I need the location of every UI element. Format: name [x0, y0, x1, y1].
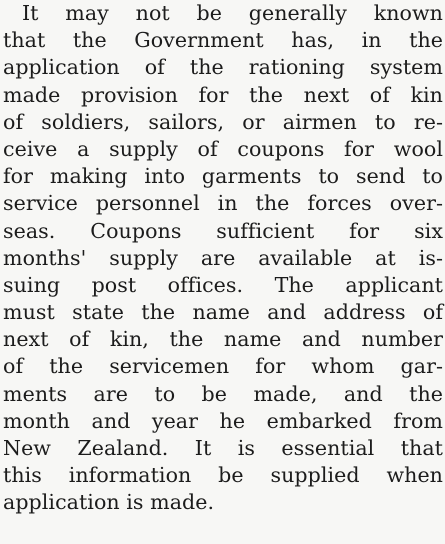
article-body [3, 0, 443, 517]
article-line: this information be supplied when [3, 463, 443, 488]
article-line: ceive a supply of coupons for wool [3, 136, 443, 161]
article-line: application is made. [3, 490, 215, 515]
article-line: for making into garments to send to [3, 164, 443, 189]
article-line: that the Government has, in the [3, 28, 443, 53]
article-line: application of the rationing system [3, 55, 443, 80]
article-line: New Zealand. It is essential that [3, 436, 443, 460]
article-line: next of kin, the name and number [3, 327, 443, 352]
article-line: must state the name and address of [3, 300, 443, 325]
article-line: It may not be generally known [22, 1, 443, 25]
article-line: of soldiers, sailors, or airmen to re- [3, 109, 443, 134]
article-line: months' supply are available at is- [3, 245, 443, 270]
article-line: ments are to be made, and the [3, 381, 443, 406]
article-line: seas. Coupons sufficient for six [3, 218, 443, 243]
article-line: suing post offices. The applicant [3, 272, 443, 297]
article-line: of the servicemen for whom gar- [3, 354, 443, 379]
article-line: made provision for the next of kin [3, 82, 443, 107]
article-line: service personnel in the forces over- [3, 191, 443, 216]
article-line: month and year he embarked from [3, 408, 443, 433]
